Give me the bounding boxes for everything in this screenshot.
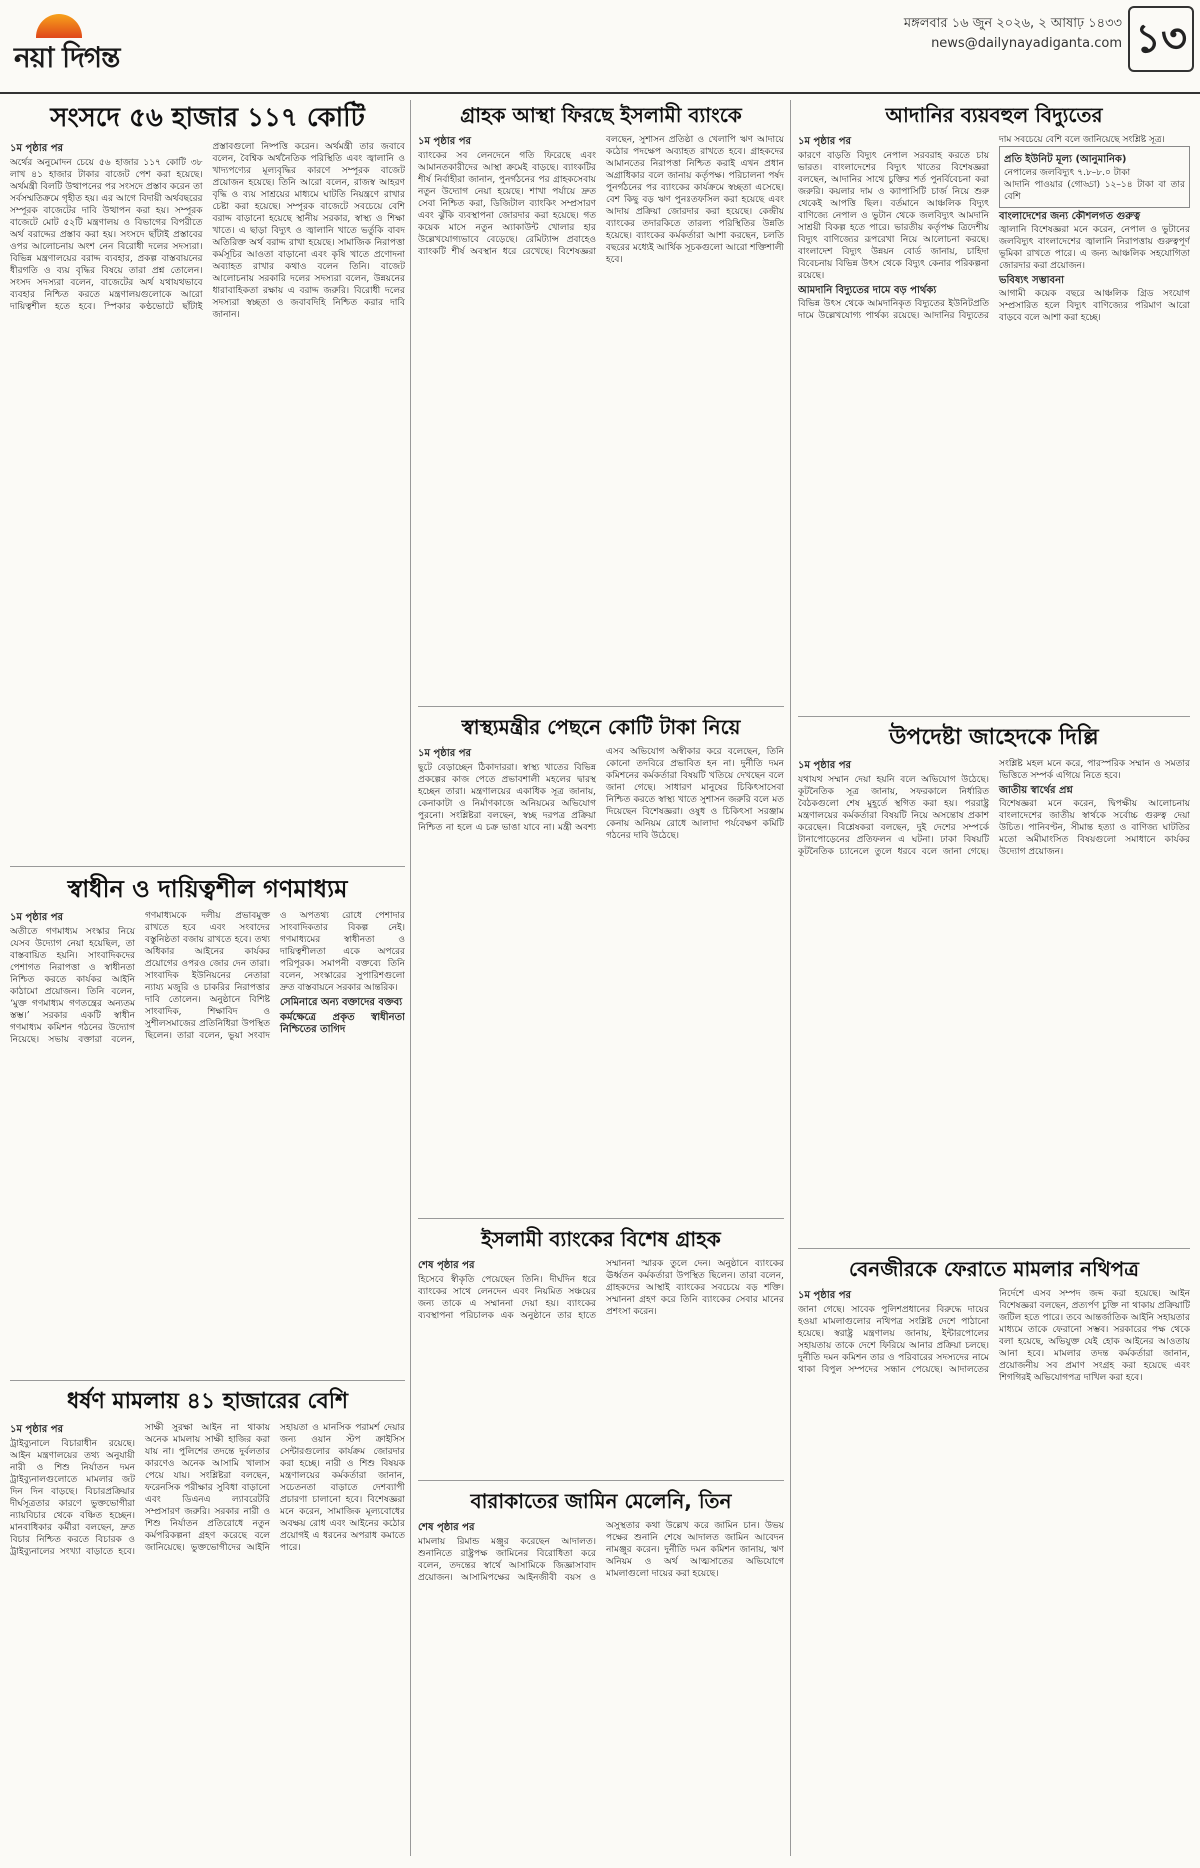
headline[interactable]: সংসদে ৫৬ হাজার ১১৭ কোটি	[50, 103, 365, 133]
headline[interactable]: বারাকাতের জামিন মেলেনি, তিন	[470, 1489, 732, 1513]
article-body: জ্বালানি বিশেষজ্ঞরা মনে করেন, নেপাল ও ভুটানের জলবিদ্যুৎ বাংলাদেশের জ্বালানি নিরাপত্তায় গুরুত্বপূর্ণ ভূমিকা রাখতে পারে। এ জন্য আঞ্চলিক সহযোগিতা জোরদার করা প্রয়োজন।	[999, 225, 1190, 271]
article-body: অর্থের অনুমোদন চেয়ে ৫৬ হাজার ১১৭ কোটি ৩৮ লাখ ৪১ হাজার টাকার বাজেট পেশ করা হয়েছে। অর্থমন্ত্রী বিলটি উত্থাপনের পর সংসদে প্রস্তাব করেন তা সর্বসম্মতিক্রমে গৃহীত হয়। এর আগে বিদায়ী অর্থবছরের সম্পূরক বাজেটের দাবি উত্থাপন করা হয়। সম্পূরক বাজেটে মোট ৫২টি মন্ত্রণালয় ও বিভাগের বিপরীতে অর্থ বরাদ্দের প্রস্তাব করা হয়। সংসদে ছাঁটাই প্রস্তাবের ওপর আলোচনায় অংশ নেন বিরোধী দলের সদস্যরা। বিভিন্ন মন্ত্রণালয়ের বরাদ্দ ব্যবহার, প্রকল্প বাস্তবায়নের ধীরগতি ও ব্যয় বৃদ্ধির বিষয়ে তারা প্রশ্ন তোলেন। সংসদ সদস্যরা বলেন, বাজেটের অর্থ যথাযথভাবে ব্যবহার নিশ্চিত করতে মন্ত্রণালয়গুলোকে আরো দায়িত্বশীল হতে হবে। স্পিকার কণ্ঠভোটে ছাঁটাই প্রস্তাবগুলো নিষ্পত্তি করেন। অর্থমন্ত্রী তার জবাবে বলেন, বৈশ্বিক অর্থনৈতিক পরিস্থিতি এবং জ্বালানি ও খাদ্যপণ্যের মূল্যবৃদ্ধির কারণে সম্পূরক বাজেট প্রয়োজন হয়েছে। তিনি আরো বলেন, রাজস্ব আহরণ বৃদ্ধি ও ব্যয় সাশ্রয়ের মাধ্যমে ঘাটতি নিয়ন্ত্রণে রাখার চেষ্টা করা হয়েছে। সম্পূরক বাজেটে সবচেয়ে বেশি বরাদ্দ বাড়ানো হয়েছে স্থানীয় সরকার, স্বাস্থ্য ও শিক্ষা খাতে। এ ছাড়া বিদ্যুৎ ও জ্বালানি খাতে ভর্তুকি বাবদ অতিরিক্ত অর্থ বরাদ্দ রাখা হয়েছে। সামাজিক নিরাপত্তা কর্মসূচির আওতা বাড়ানো এবং কৃষি খাতে প্রণোদনা অব্যাহত রাখার কথাও বলেন তিনি। বাজেট আলোচনায় সরকারি দলের সদস্যরা বলেন, উন্নয়নের ধারাবাহিকতা রক্ষায় এ বরাদ্দ জরুরি। বিরোধী দলের সদস্যরা স্বচ্ছতা ও জবাবদিহি নিশ্চিত করার দাবি জানান।	[10, 141, 405, 320]
subheading: জাতীয় স্বার্থের প্রশ্ন	[999, 785, 1073, 797]
article-body: অতীতে গণমাধ্যম সংস্কার নিয়ে যেসব উদ্যোগ নেয়া হয়েছিল, তা বাস্তবায়িত হয়নি। সাংবাদিকদের পেশাগত নিরাপত্তা ও স্বাধীনতা নিশ্চিত করতে কার্যকর আইনি কাঠামো প্রয়োজন। তিনি বলেন, ‘মুক্ত গণমাধ্যম গণতন্ত্রের অন্যতম স্তম্ভ।’ সরকার একটি স্বাধীন গণমাধ্যম কমিশন গঠনের উদ্যোগ নিয়েছে। সভায় বক্তারা বলেন, গণমাধ্যমকে দলীয় প্রভাবমুক্ত রাখতে হবে এবং সংবাদের বস্তুনিষ্ঠতা বজায় রাখতে হবে। তথ্য অধিকার আইনের কার্যকর প্রয়োগের ওপরও জোর দেন তারা। সাংবাদিক ইউনিয়নের নেতারা ন্যায্য মজুরি ও চাকরির নিরাপত্তার দাবি তোলেন। অনুষ্ঠানে বিশিষ্ট সাংবাদিক, শিক্ষাবিদ ও সুশীলসমাজের প্রতিনিধিরা উপস্থিত ছিলেন। তারা বলেন, ভুয়া সংবাদ ও অপতথ্য রোধে পেশাদার সাংবাদিকতার বিকল্প নেই। গণমাধ্যমের স্বাধীনতা ও দায়িত্বশীলতা একে অপরের পরিপূরক। সমাপনী বক্তব্যে তিনি বলেন, সংস্কারের সুপারিশগুলো দ্রুত বাস্তবায়নে সরকার আন্তরিক।	[10, 911, 405, 1046]
subheading: আমদানি বিদ্যুতের দামে বড় পার্থক্য	[798, 285, 937, 296]
article-body: ছুটে বেড়াচ্ছেন ঠিকাদাররা। স্বাস্থ্য খাতের বিভিন্ন প্রকল্পের কাজ পেতে প্রভাবশালী মহলের দ্বারস্থ হচ্ছেন তারা। মন্ত্রণালয়ের একাধিক সূত্র জানায়, কেনাকাটা ও নির্মাণকাজে অনিয়মের অভিযোগ পুরনো। সংশ্লিষ্টরা বলছেন, স্বচ্ছ দরপত্র প্রক্রিয়া নিশ্চিত না হলে এ চক্র ভাঙা যাবে না। মন্ত্রী অবশ্য এসব অভিযোগ অস্বীকার করে বলেছেন, তিনি কোনো তদবিরে প্রভাবিত হন না। দুর্নীতি দমন কমিশনের কর্মকর্তারা বিষয়টি খতিয়ে দেখছেন বলে জানা গেছে। সাধারণ মানুষের চিকিৎসাসেবা নিশ্চিত করতে স্বাস্থ্য খাতে সুশাসন জরুরি বলে মত দিয়েছেন বিশেষজ্ঞরা। ওষুধ ও চিকিৎসা সরঞ্জাম কেনায় অনিয়ম রোধে আলাদা পর্যবেক্ষণ কমিটি গঠনের দাবি উঠেছে।	[418, 747, 784, 841]
subheading: ভবিষ্যৎ সম্ভাবনা	[999, 275, 1064, 286]
continuation-label: শেষ পৃষ্ঠার পর	[418, 1260, 475, 1271]
continuation-label: ১ম পৃষ্ঠার পর	[418, 748, 471, 759]
divider	[798, 1248, 1190, 1249]
article-body: যথাযথ সম্মান দেয়া হয়নি বলে অভিযোগ উঠেছে। কূটনৈতিক সূত্র জানায়, সফরকালে নির্ধারিত বৈঠকগুলো শেষ মুহূর্তে স্থগিত করা হয়। পররাষ্ট্র মন্ত্রণালয়ের কর্মকর্তারা বিষয়টি নিয়ে অসন্তোষ প্রকাশ করেছেন। বিশ্লেষকরা বলছেন, দুই দেশের সম্পর্কে টানাপোড়েনের প্রতিফলন এ ঘটনা। ঢাকা বিষয়টি কূটনৈতিক চ্যানেলে তুলে ধরবে বলে জানা গেছে। সংশ্লিষ্ট মহল মনে করে, পারস্পরিক সম্মান ও সমতার ভিত্তিতে সম্পর্ক এগিয়ে নিতে হবে।	[798, 759, 1190, 858]
logo-text: নয়া দিগন্ত	[14, 41, 120, 74]
article-body-wrap	[798, 134, 1190, 324]
continuation-label: ১ম পৃষ্ঠার পর	[798, 136, 851, 147]
divider	[10, 1380, 405, 1381]
article-body-wrap	[10, 141, 405, 321]
headline[interactable]: ধর্ষণ মামলায় ৪১ হাজারের বেশি	[66, 1389, 349, 1414]
article-jahed-delhi	[798, 722, 1190, 1242]
article-media	[10, 872, 405, 1372]
headline[interactable]: স্বাধীন ও দায়িত্বশীল গণমাধ্যম	[67, 875, 348, 903]
price-box	[999, 146, 1190, 208]
headline[interactable]: বেনজীরকে ফেরাতে মামলার নথিপত্র	[849, 1257, 1139, 1281]
headline[interactable]: উপদেষ্টা জাহেদকে দিল্লি	[889, 725, 1099, 750]
article-health-minister	[418, 712, 784, 1212]
continuation-label: ১ম পৃষ্ঠার পর	[10, 1424, 63, 1436]
headline[interactable]: ইসলামী ব্যাংকের বিশেষ গ্রাহক	[481, 1227, 721, 1251]
continuation-label: ১ম পৃষ্ঠার পর	[798, 760, 851, 772]
article-body: আগামী কয়েক বছরে আঞ্চলিক গ্রিড সংযোগ সম্প্রসারিত হলে বিদ্যুৎ বাণিজ্যের পরিমাণ আরো বাড়বে বলে আশা করা হচ্ছে।	[999, 289, 1190, 323]
column-divider	[790, 100, 791, 1856]
price-row: নেপালের জলবিদ্যুৎ ৭.৮–৮.০ টাকা	[1004, 168, 1131, 178]
price-row: আদানি পাওয়ার (গোড্ডা) ১২–১৪ টাকা বা তার বেশি	[1004, 180, 1185, 202]
divider	[418, 1218, 784, 1219]
article-body-wrap	[798, 758, 1190, 858]
article-body: বিভিন্ন উৎস থেকে আমদানিকৃত বিদ্যুতের ইউনিটপ্রতি দামে উল্লেখযোগ্য পার্থক্য রয়েছে। আদানির বিদ্যুতের দাম সবচেয়ে বেশি বলে জানিয়েছে সংশ্লিষ্ট সূত্র।	[798, 135, 1165, 321]
masthead-meta	[904, 14, 1122, 54]
article-body-wrap	[418, 1258, 784, 1322]
continuation-label: ১ম পৃষ্ঠার পর	[10, 142, 63, 154]
price-box-title: প্রতি ইউনিট মূল্য (আনুমানিক)	[1004, 154, 1127, 165]
article-body: কারণে বাড়তি বিদ্যুৎ নেপাল সরবরাহ করতে চায় ভারত। বাংলাদেশের বিদ্যুৎ খাতের বিশেষজ্ঞরা বলছেন, আদানির সাথে চুক্তির শর্ত পুনর্বিবেচনা করা জরুরি। কয়লার দাম ও ক্যাপাসিটি চার্জ নিয়ে শুরু থেকেই আপত্তি ছিল। বর্তমানে আঞ্চলিক বিদ্যুৎ বাণিজ্যে নেপাল ও ভুটান থেকে জলবিদ্যুৎ আমদানি সাশ্রয়ী বিকল্প হতে পারে। ভারতীয় কর্তৃপক্ষ ত্রিদেশীয় বিদ্যুৎ বাণিজ্যের রূপরেখা নিয়ে আলোচনা করছে। বাংলাদেশ বিদ্যুৎ উন্নয়ন বোর্ড জানায়, চাহিদা বিবেচনায় বিভিন্ন উৎস থেকে বিদ্যুৎ কেনার পরিকল্পনা রয়েছে।	[798, 151, 989, 281]
continuation-label: ১ম পৃষ্ঠার পর	[418, 136, 471, 147]
column-divider	[410, 100, 411, 1856]
continuation-label: ১ম পৃষ্ঠার পর	[10, 912, 63, 924]
date-line: মঙ্গলবার ১৬ জুন ২০২৬, ২ আষাঢ় ১৪৩৩	[903, 16, 1122, 31]
article-body-wrap	[10, 1422, 405, 1558]
continuation-label: ১ম পৃষ্ঠার পর	[798, 1290, 851, 1301]
article-body: ব্যাংকের সব লেনদেনে গতি ফিরেছে এবং আমানতকারীদের আস্থা ক্রমেই বাড়ছে। ব্যাংকটির শীর্ষ নির্বাহীরা জানান, পুনর্গঠনের পর গ্রাহকসেবায় নতুন উদ্যোগ নেয়া হয়েছে। শাখা পর্যায়ে দ্রুত সেবা নিশ্চিত করা, ডিজিটাল ব্যাংকিং সম্প্রসারণ এবং ঝুঁকি ব্যবস্থাপনা জোরদার করা হয়েছে। গত কয়েক মাসে নতুন অ্যাকাউন্ট খোলার হার উল্লেখযোগ্যভাবে বেড়েছে। রেমিট্যান্স প্রবাহেও ব্যাংকটি শীর্ষ অবস্থান ধরে রেখেছে। বিশেষজ্ঞরা বলছেন, সুশাসন প্রতিষ্ঠা ও খেলাপি ঋণ আদায়ে কঠোর পদক্ষেপ অব্যাহত রাখতে হবে। গ্রাহকদের আমানতের নিরাপত্তা নিশ্চিত করাই এখন প্রধান অগ্রাধিকার বলে জানায় কর্তৃপক্ষ। পরিচালনা পর্ষদ পুনর্গঠনের পর ব্যাংকের কার্যক্রমে স্বচ্ছতা এসেছে। বেশ কিছু বড় ঋণ পুনঃতফসিল করা হয়েছে এবং আদায় প্রক্রিয়া জোরদার করা হয়েছে। কেন্দ্রীয় ব্যাংকের তদারকিতে তারল্য পরিস্থিতির উন্নতি হয়েছে। ব্যাংকের কর্মকর্তারা আশা করছেন, চলতি বছরের মধ্যেই আর্থিক সূচকগুলো আরো শক্তিশালী হবে।	[418, 135, 784, 265]
subheading: বাংলাদেশের জন্য কৌশলগত গুরুত্ব	[999, 211, 1141, 222]
article-body: জানা গেছে। সাবেক পুলিশপ্রধানের বিরুদ্ধে দায়ের হওয়া মামলাগুলোর নথিপত্র সংশ্লিষ্ট দেশে পাঠানো হয়েছে। স্বরাষ্ট্র মন্ত্রণালয় জানায়, ইন্টারপোলের সহায়তায় তাকে দেশে ফিরিয়ে আনার প্রক্রিয়া চলছে। দুর্নীতি দমন কমিশন তার ও পরিবারের সদস্যদের নামে থাকা বিপুল সম্পদের সন্ধান পেয়েছে। আদালতের নির্দেশে এসব সম্পদ জব্দ করা হয়েছে। আইন বিশেষজ্ঞরা বলছেন, প্রত্যর্পণ চুক্তি না থাকায় প্রক্রিয়াটি জটিল হতে পারে। তবে আন্তর্জাতিক আইনি সহায়তার মাধ্যমে তাকে ফেরানো সম্ভব। সরকারের পক্ষ থেকে বলা হয়েছে, অভিযুক্ত যেই হোক আইনের আওতায় আনা হবে। মামলার তদন্ত কর্মকর্তারা জানান, প্রয়োজনীয় সব প্রমাণ সংগ্রহ করা হয়েছে এবং শিগগিরই অভিযোগপত্র দাখিল করা হবে।	[798, 1289, 1190, 1383]
article-benazir	[798, 1254, 1190, 1856]
email-line[interactable]: news@dailynayadiganta.com	[931, 36, 1122, 51]
article-body: বিশেষজ্ঞরা মনে করেন, দ্বিপক্ষীয় আলোচনায় বাংলাদেশের জাতীয় স্বার্থকে সর্বোচ্চ গুরুত্ব দেয়া উচিত। পানিবণ্টন, সীমান্ত হত্যা ও বাণিজ্য ঘাটতির মতো অমীমাংসিত বিষয়গুলো সমাধানে কার্যকর উদ্যোগ প্রয়োজন।	[999, 799, 1190, 858]
subheading: সেমিনারে অন্য বক্তাদের বক্তব্য	[280, 997, 403, 1009]
subheading: কর্মক্ষেত্রে প্রকৃত স্বাধীনতা নিশ্চিতের তাগিদ	[280, 1012, 405, 1036]
headline[interactable]: আদানির ব্যয়বহুল বিদ্যুতের	[885, 103, 1103, 127]
article-adani	[798, 100, 1190, 710]
continuation-label: শেষ পৃষ্ঠার পর	[418, 1522, 475, 1533]
page-number: ১৩	[1128, 6, 1194, 72]
article-baraqat	[418, 1486, 784, 1856]
divider	[10, 866, 405, 867]
article-islami-bank-customer	[418, 1224, 784, 1474]
article-body-wrap	[798, 1288, 1190, 1384]
divider	[798, 716, 1190, 717]
article-islami-bank	[418, 100, 784, 700]
article-rape-cases	[10, 1386, 405, 1856]
article-body: মামলায় রিমান্ড মঞ্জুর করেছেন আদালত। শুনানিতে রাষ্ট্রপক্ষ জামিনের বিরোধিতা করে বলেন, তদন্তের স্বার্থে আসামিকে জিজ্ঞাসাবাদ প্রয়োজন। আসামিপক্ষের আইনজীবী বয়স ও অসুস্থতার কথা উল্লেখ করে জামিন চান। উভয় পক্ষের শুনানি শেষে আদালত জামিন আবেদন নামঞ্জুর করেন। দুর্নীতি দমন কমিশন জানায়, ঋণ অনিয়ম ও অর্থ আত্মসাতের অভিযোগে মামলাগুলো দায়ের করা হয়েছে।	[418, 1521, 784, 1583]
masthead	[0, 0, 1200, 94]
article-body: হিসেবে স্বীকৃতি পেয়েছেন তিনি। দীর্ঘদিন ধরে ব্যাংকের সাথে লেনদেন এবং নিয়মিত সঞ্চয়ের জন্য তাকে এ সম্মাননা দেয়া হয়। ব্যাংকের ব্যবস্থাপনা পরিচালক এক অনুষ্ঠানে তার হাতে সম্মাননা স্মারক তুলে দেন। অনুষ্ঠানে ব্যাংকের ঊর্ধ্বতন কর্মকর্তারা উপস্থিত ছিলেন। তারা বলেন, গ্রাহকদের আস্থাই ব্যাংকের সবচেয়ে বড় শক্তি। সম্মাননা গ্রহণ করে তিনি ব্যাংকের সেবার মানের প্রশংসা করেন।	[418, 1259, 784, 1321]
divider	[418, 1480, 784, 1481]
headline[interactable]: স্বাস্থ্যমন্ত্রীর পেছনে কোটি টাকা নিয়ে	[461, 715, 741, 739]
article-body-wrap	[10, 910, 405, 1046]
article-body-wrap	[418, 746, 784, 842]
headline[interactable]: গ্রাহক আস্থা ফিরছে ইসলামী ব্যাংকে	[460, 103, 742, 127]
article-parliament	[10, 100, 405, 860]
article-body: ট্রাইব্যুনালে বিচারাধীন রয়েছে। আইন মন্ত্রণালয়ের তথ্য অনুযায়ী নারী ও শিশু নির্যাতন দমন ট্রাইব্যুনালগুলোতে মামলার জট দিন দিন বাড়ছে। বিচারপ্রক্রিয়ার দীর্ঘসূত্রতার কারণে ভুক্তভোগীরা ন্যায়বিচার থেকে বঞ্চিত হচ্ছেন। মানবাধিকার কর্মীরা বলছেন, দ্রুত বিচার নিশ্চিত করতে বিচারক ও ট্রাইব্যুনালের সংখ্যা বাড়াতে হবে। সাক্ষী সুরক্ষা আইন না থাকায় অনেক মামলায় সাক্ষী হাজির করা যায় না। পুলিশের তদন্তে দুর্বলতার কারণেও অনেক আসামি খালাস পেয়ে যায়। সংশ্লিষ্টরা বলছেন, ফরেনসিক পরীক্ষার সুবিধা বাড়ানো এবং ডিএনএ ল্যাবরেটরি সম্প্রসারণ জরুরি। সরকার নারী ও শিশু নির্যাতন প্রতিরোধে নতুন কর্মপরিকল্পনা গ্রহণ করেছে বলে জানিয়েছে। ভুক্তভোগীদের আইনি সহায়তা ও মানসিক পরামর্শ দেয়ার জন্য ওয়ান স্টপ ক্রাইসিস সেন্টারগুলোর কার্যক্রম জোরদার করা হচ্ছে। নারী ও শিশু বিষয়ক মন্ত্রণালয়ের কর্মকর্তারা জানান, সচেতনতা বাড়াতে দেশব্যাপী প্রচারণা চালানো হবে। বিশেষজ্ঞরা মনে করেন, সামাজিক মূল্যবোধের অবক্ষয় রোধ এবং আইনের কঠোর প্রয়োগই এ ধরনের অপরাধ কমাতে পারে।	[10, 1423, 405, 1558]
divider	[418, 706, 784, 707]
article-body-wrap	[418, 134, 784, 266]
article-body-wrap	[418, 1520, 784, 1584]
newspaper-logo[interactable]	[14, 14, 124, 84]
sun-logo-icon	[36, 14, 82, 38]
